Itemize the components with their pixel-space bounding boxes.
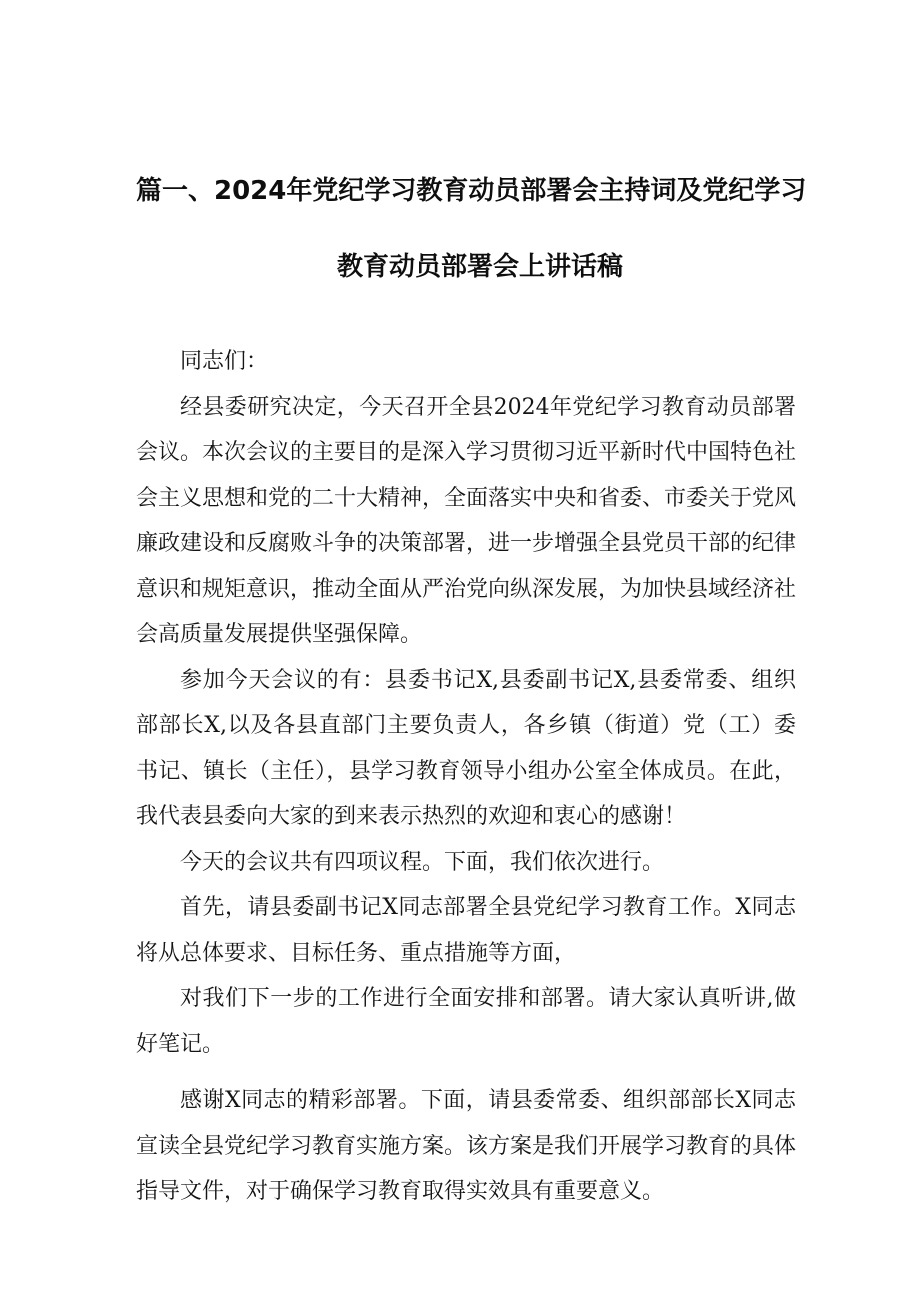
body-paragraph: 对我们下一步的工作进行全面安排和部署。请大家认真听讲,做好笔记。 bbox=[136, 986, 796, 1057]
document-title-line-1: 篇一、2024年党纪学习教育动员部署会主持词及党纪学习 bbox=[136, 176, 807, 206]
body-paragraph: 经县委研究决定，今天召开全县2024年党纪学习教育动员部署会议。本次会议的主要目的是深入学习贯彻习近平新时代中国特色社会主义思想和党的二十大精神，全面落实中央和省委、市委关于党风廉政建设和反腐败斗争的决策部署，进一步增强全县党员干部的纪律意识和规矩意识，推动全面从严治党向纵深发展，为加快县域经济社会高质量发展提供坚强保障。 bbox=[136, 394, 797, 647]
body-paragraph: 感谢X同志的精彩部署。下面，请县委常委、组织部部长X同志宣读全县党纪学习教育实施方案。该方案是我们开展学习教育的具体指导文件，对于确保学习教育取得实效具有重要意义。 bbox=[136, 1088, 797, 1204]
document-body bbox=[136, 339, 796, 1215]
body-paragraph: 今天的会议共有四项议程。下面，我们依次进行。 bbox=[180, 849, 665, 875]
document-title-line-2: 教育动员部署会上讲话稿 bbox=[337, 252, 624, 282]
salutation-paragraph: 同志们： bbox=[180, 349, 269, 374]
body-paragraph: 首先，请县委副书记X同志部署全县党纪学习教育工作。X同志将从总体要求、目标任务、重点措施等方面， bbox=[136, 895, 796, 966]
body-paragraph: 参加今天会议的有：县委书记X,县委副书记X,县委常委、组织部部长X,以及各县直部门主要负责人，各乡镇（街道）党（工）委书记、镇长（主任），县学习教育领导小组办公室全体成员。在此，我代表县委向大家的到来表示热烈的欢迎和衷心的感谢！ bbox=[136, 667, 796, 829]
